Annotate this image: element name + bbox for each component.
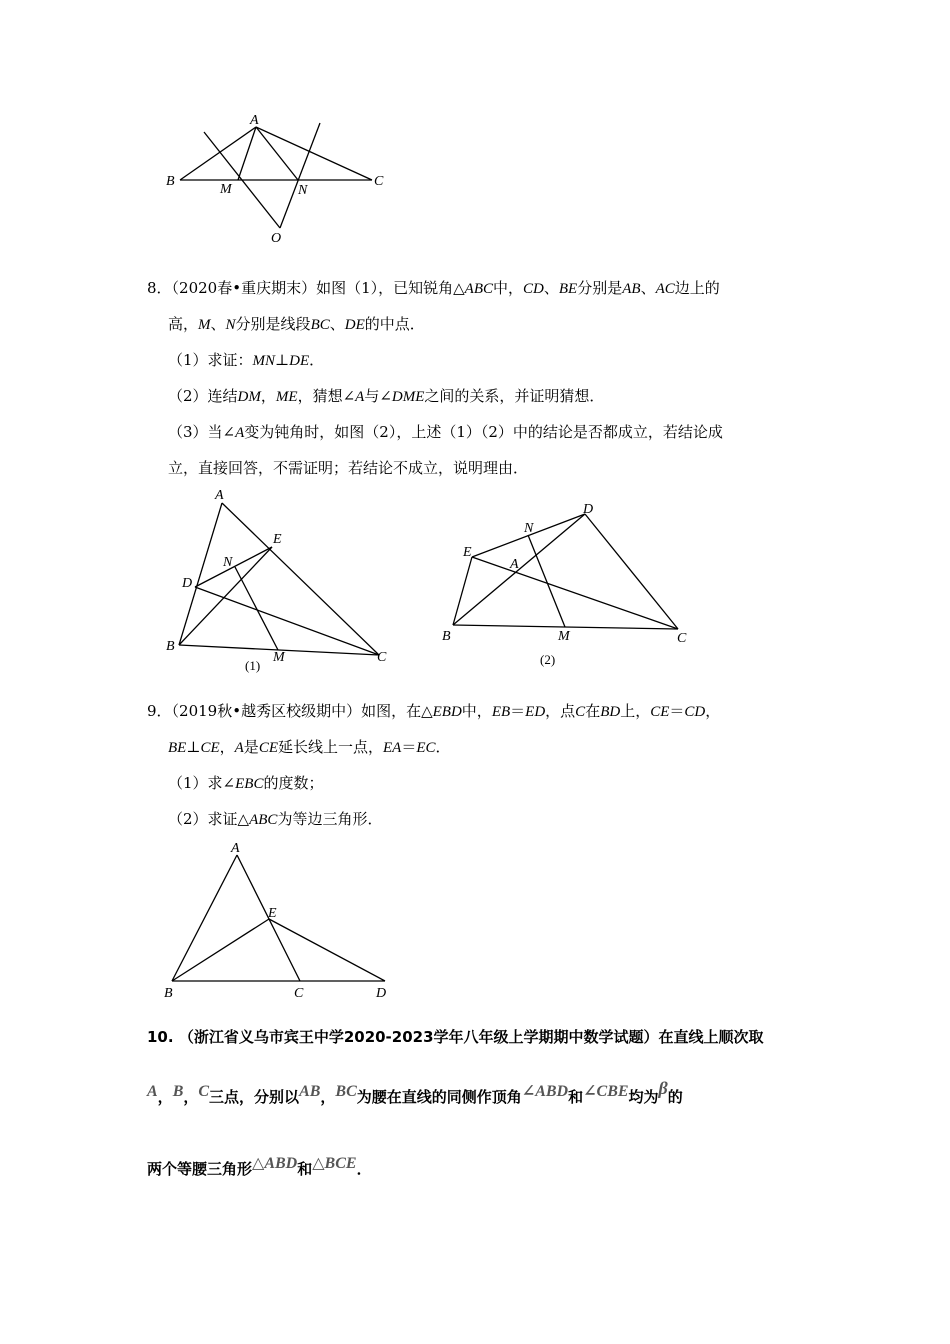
- q9-line-2: BE⊥CE，A是CE延长线上一点，EA＝EC．: [168, 738, 451, 756]
- fig8-2-label-c: C: [677, 631, 687, 646]
- fig8-1-label-c: C: [377, 650, 387, 665]
- fig7-label-a: A: [250, 113, 259, 128]
- q10-line-1: 10. （浙江省义乌市宾王中学2020-2023学年八年级上学期期中数学试题）在直线上顺次取: [147, 1028, 764, 1046]
- fig9-label-c: C: [294, 986, 304, 1001]
- fig8-caption-1: (1): [245, 658, 261, 673]
- q8-line-2: 高，M、N分别是线段BC、DE的中点．: [168, 315, 425, 333]
- q9-part-1: （1）求∠EBC的度数；: [168, 774, 324, 792]
- fig8-2-label-n: N: [524, 521, 534, 536]
- fig8-1-label-e: E: [273, 532, 282, 547]
- figure-q9: [160, 835, 400, 1005]
- q9-line-1: 9．（2019秋•越秀区校级期中）如图，在△EBD中，EB＝ED，点C在BD上，CE＝CD，: [147, 702, 721, 720]
- fig7-label-n: N: [298, 183, 308, 198]
- fig8-1-label-d: D: [182, 576, 193, 591]
- q8-part-3: （3）当∠A变为钝角时，如图（2），上述（1）（2）中的结论是否都成立，若结论成: [168, 423, 723, 441]
- fig8-2-label-m: M: [558, 629, 570, 644]
- figure-q7: [160, 110, 400, 250]
- fig7-label-c: C: [374, 174, 384, 189]
- fig8-1-label-b: B: [166, 639, 175, 654]
- figure-q8: [155, 480, 715, 675]
- q8-line-1: 8．（2020春•重庆期末）如图（1），已知锐角△ABC中，CD、BE分别是AB、AC边上的: [147, 279, 720, 297]
- fig8-2-label-d: D: [583, 502, 594, 517]
- q9-part-2: （2）求证△ABC为等边三角形．: [168, 810, 383, 828]
- q10-line-2: A，B，C三点，分别以AB，BC为腰在直线的同侧作顶角∠ABD和∠CBE均为β的: [147, 1078, 683, 1106]
- fig8-2-label-b: B: [442, 629, 451, 644]
- fig8-caption-2: (2): [540, 652, 556, 667]
- q8-part-2: （2）连结DM，ME，猜想∠A与∠DME之间的关系，并证明猜想．: [168, 387, 605, 405]
- fig8-1-label-n: N: [223, 555, 233, 570]
- fig8-2-label-e: E: [463, 545, 472, 560]
- fig9-label-e: E: [268, 906, 277, 921]
- fig7-label-b: B: [166, 174, 175, 189]
- q10-line-3: 两个等腰三角形△ABD和△BCE．: [147, 1155, 372, 1178]
- fig8-2-label-a: A: [510, 557, 519, 572]
- fig9-label-b: B: [164, 986, 173, 1001]
- fig8-1-label-m: M: [273, 650, 285, 665]
- q8-part-3-cont: 立，直接回答，不需证明；若结论不成立，说明理由．: [168, 459, 529, 477]
- fig9-label-a: A: [231, 841, 240, 856]
- fig9-label-d: D: [376, 986, 387, 1001]
- fig7-label-m: M: [220, 182, 232, 197]
- fig8-1-label-a: A: [215, 488, 224, 503]
- fig7-label-o: O: [271, 231, 282, 246]
- q8-part-1: （1）求证：MN⊥DE．: [168, 351, 325, 369]
